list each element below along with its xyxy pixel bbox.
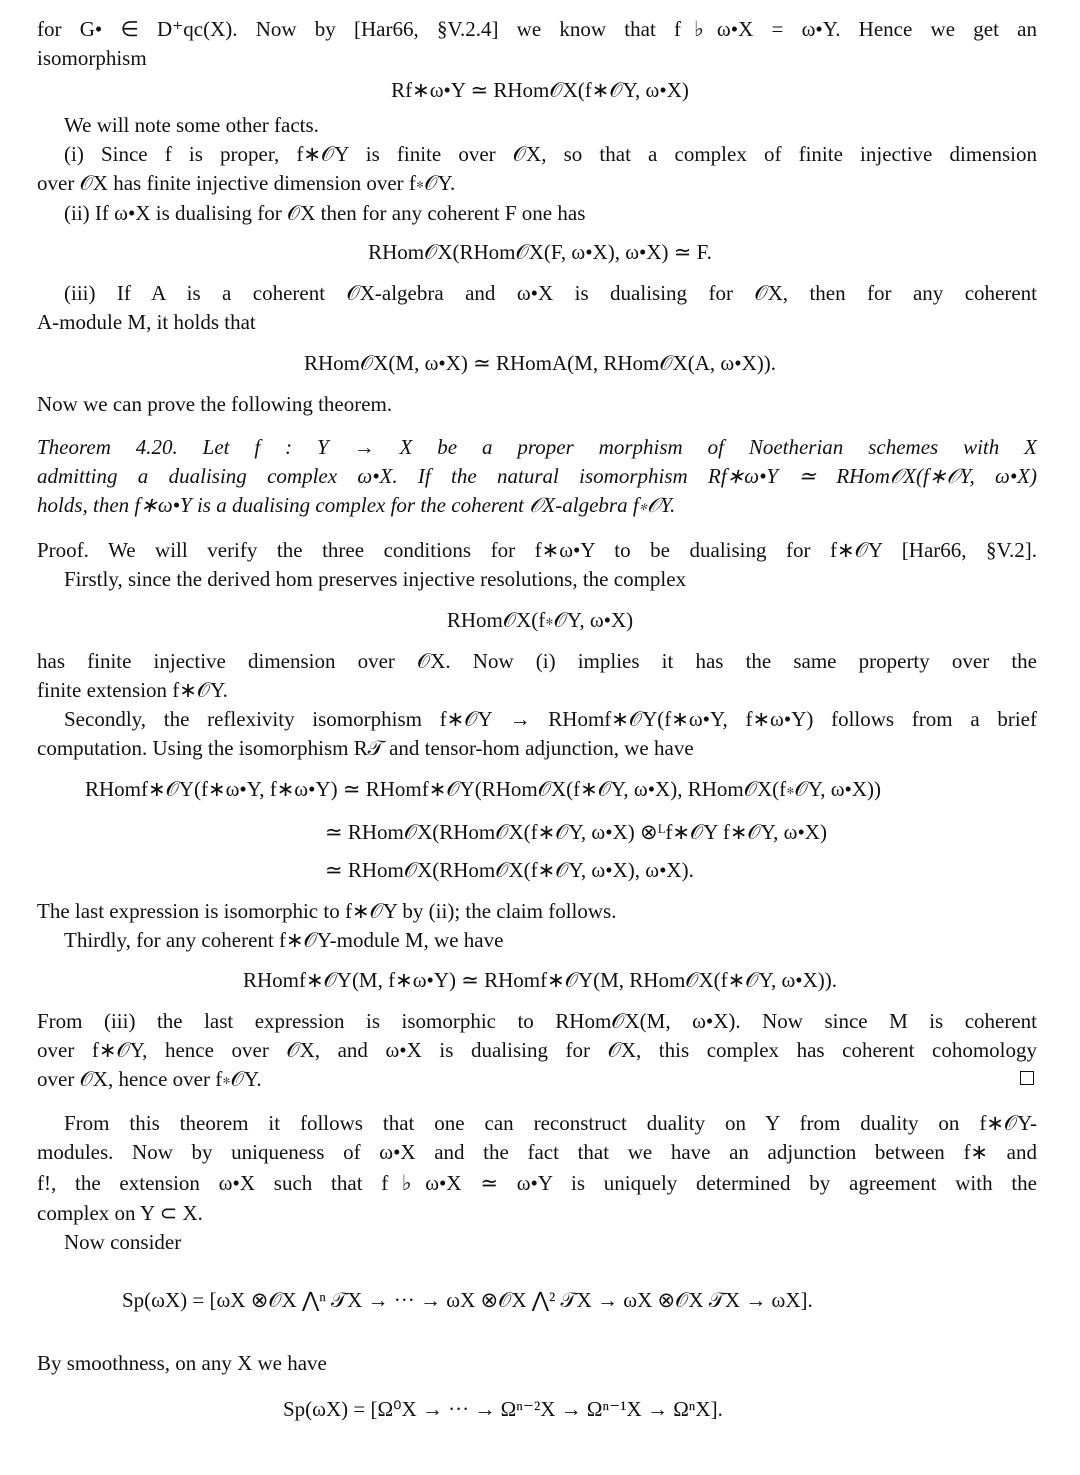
display-equation: Sp(ωX) = [Ω⁰X → ··· → Ωⁿ⁻²X → Ωⁿ⁻¹X → ΩⁿX]. <box>283 1397 723 1421</box>
qed-square-icon <box>1020 1071 1034 1085</box>
theorem-text: admitting a dualising complex ω•X. If the natural isomorphism Rf∗ω•Y ≃ RHom𝒪X(f∗𝒪Y, ω•X) <box>37 464 1037 488</box>
proof-start: Proof. We will verify the three conditions for f∗ω•Y to be dualising for f∗𝒪Y [Har66, §V.2]. <box>37 538 1037 562</box>
text-line: The last expression is isomorphic to f∗𝒪Y by (ii); the claim follows. <box>37 899 617 923</box>
theorem-text: holds, then f∗ω•Y is a dualising complex for the coherent 𝒪X-algebra f∗𝒪Y. <box>37 493 676 517</box>
text-line: over 𝒪X has finite injective dimension over f∗𝒪Y. <box>37 171 456 195</box>
text-line: (i) Since f is proper, f∗𝒪Y is finite over 𝒪X, so that a complex of finite injective dimension <box>64 142 1037 166</box>
text-line: Secondly, the reflexivity isomorphism f∗𝒪Y → RHomf∗𝒪Y(f∗ω•Y, f∗ω•Y) follows from a brief <box>64 707 1037 731</box>
display-equation: RHom𝒪X(f∗𝒪Y, ω•X) <box>446 608 634 632</box>
display-equation: Sp(ωX) = [ωX ⊗𝒪X ⋀ⁿ 𝒯X → ··· → ωX ⊗𝒪X ⋀² 𝒯X → ωX ⊗𝒪X 𝒯X → ωX]. <box>122 1288 813 1312</box>
text-line: over f∗𝒪Y, hence over 𝒪X, and ω•X is dualising for 𝒪X, this complex has coherent cohomology <box>37 1038 1037 1062</box>
text-line: From this theorem it follows that one can reconstruct duality on Y from duality on f∗𝒪Y- <box>64 1111 1037 1135</box>
text-line: for G• ∈ D⁺qc(X). Now by [Har66, §V.2.4] we know that f♭ω•X = ω•Y. Hence we get an <box>37 17 1037 41</box>
text-line: From (iii) the last expression is isomorphic to RHom𝒪X(M, ω•X). Now since M is coherent <box>37 1009 1037 1033</box>
display-equation: RHomf∗𝒪Y(f∗ω•Y, f∗ω•Y) ≃ RHomf∗𝒪Y(RHom𝒪X(f∗𝒪Y, ω•X), RHom𝒪X(f∗𝒪Y, ω•X)) <box>85 777 882 801</box>
text-line: Now we can prove the following theorem. <box>37 392 393 416</box>
text-line: computation. Using the isomorphism R𝒯 and tensor-hom adjunction, we have <box>37 736 694 760</box>
text-line: (iii) If A is a coherent 𝒪X-algebra and ω•X is dualising for 𝒪X, then for any coherent <box>64 281 1037 305</box>
text-line: Now consider <box>64 1230 182 1254</box>
display-equation: RHom𝒪X(RHom𝒪X(F, ω•X), ω•X) ≃ F. <box>368 240 712 264</box>
text-line: isomorphism <box>37 46 147 70</box>
text-line: complex on Y ⊂ X. <box>37 1201 203 1225</box>
text-line: By smoothness, on any X we have <box>37 1351 327 1375</box>
text-line: modules. Now by uniqueness of ω•X and the fact that we have an adjunction between f∗ and <box>37 1140 1037 1164</box>
display-equation: ≃ RHom𝒪X(RHom𝒪X(f∗𝒪Y, ω•X), ω•X). <box>325 858 694 882</box>
text-line: Thirdly, for any coherent f∗𝒪Y-module M, we have <box>64 928 504 952</box>
display-equation: Rf∗ω•Y ≃ RHom𝒪X(f∗𝒪Y, ω•X) <box>391 78 689 102</box>
text-line: finite extension f∗𝒪Y. <box>37 678 228 702</box>
text-line: Firstly, since the derived hom preserves injective resolutions, the complex <box>64 567 687 591</box>
text-line: f!, the extension ω•X such that f♭ω•X ≃ ω•Y is uniquely determined by agreement with the <box>37 1171 1037 1195</box>
theorem-heading: Theorem 4.20. Let f : Y → X be a proper morphism of Noetherian schemes with X <box>37 435 1037 459</box>
text-line: (ii) If ω•X is dualising for 𝒪X then for any coherent F one has <box>64 201 586 225</box>
display-equation: RHomf∗𝒪Y(M, f∗ω•Y) ≃ RHomf∗𝒪Y(M, RHom𝒪X(f∗𝒪Y, ω•X)). <box>242 968 838 992</box>
text-line: We will note some other facts. <box>64 113 319 137</box>
text-line: A-module M, it holds that <box>37 310 256 334</box>
text-line: over 𝒪X, hence over f∗𝒪Y. <box>37 1067 262 1091</box>
display-equation: ≃ RHom𝒪X(RHom𝒪X(f∗𝒪Y, ω•X) ⊗ᴸf∗𝒪Y f∗𝒪Y, ω•X) <box>325 820 827 844</box>
display-equation: RHom𝒪X(M, ω•X) ≃ RHomA(M, RHom𝒪X(A, ω•X)). <box>304 351 776 375</box>
text-line: has finite injective dimension over 𝒪X. Now (i) implies it has the same property over the <box>37 649 1037 673</box>
